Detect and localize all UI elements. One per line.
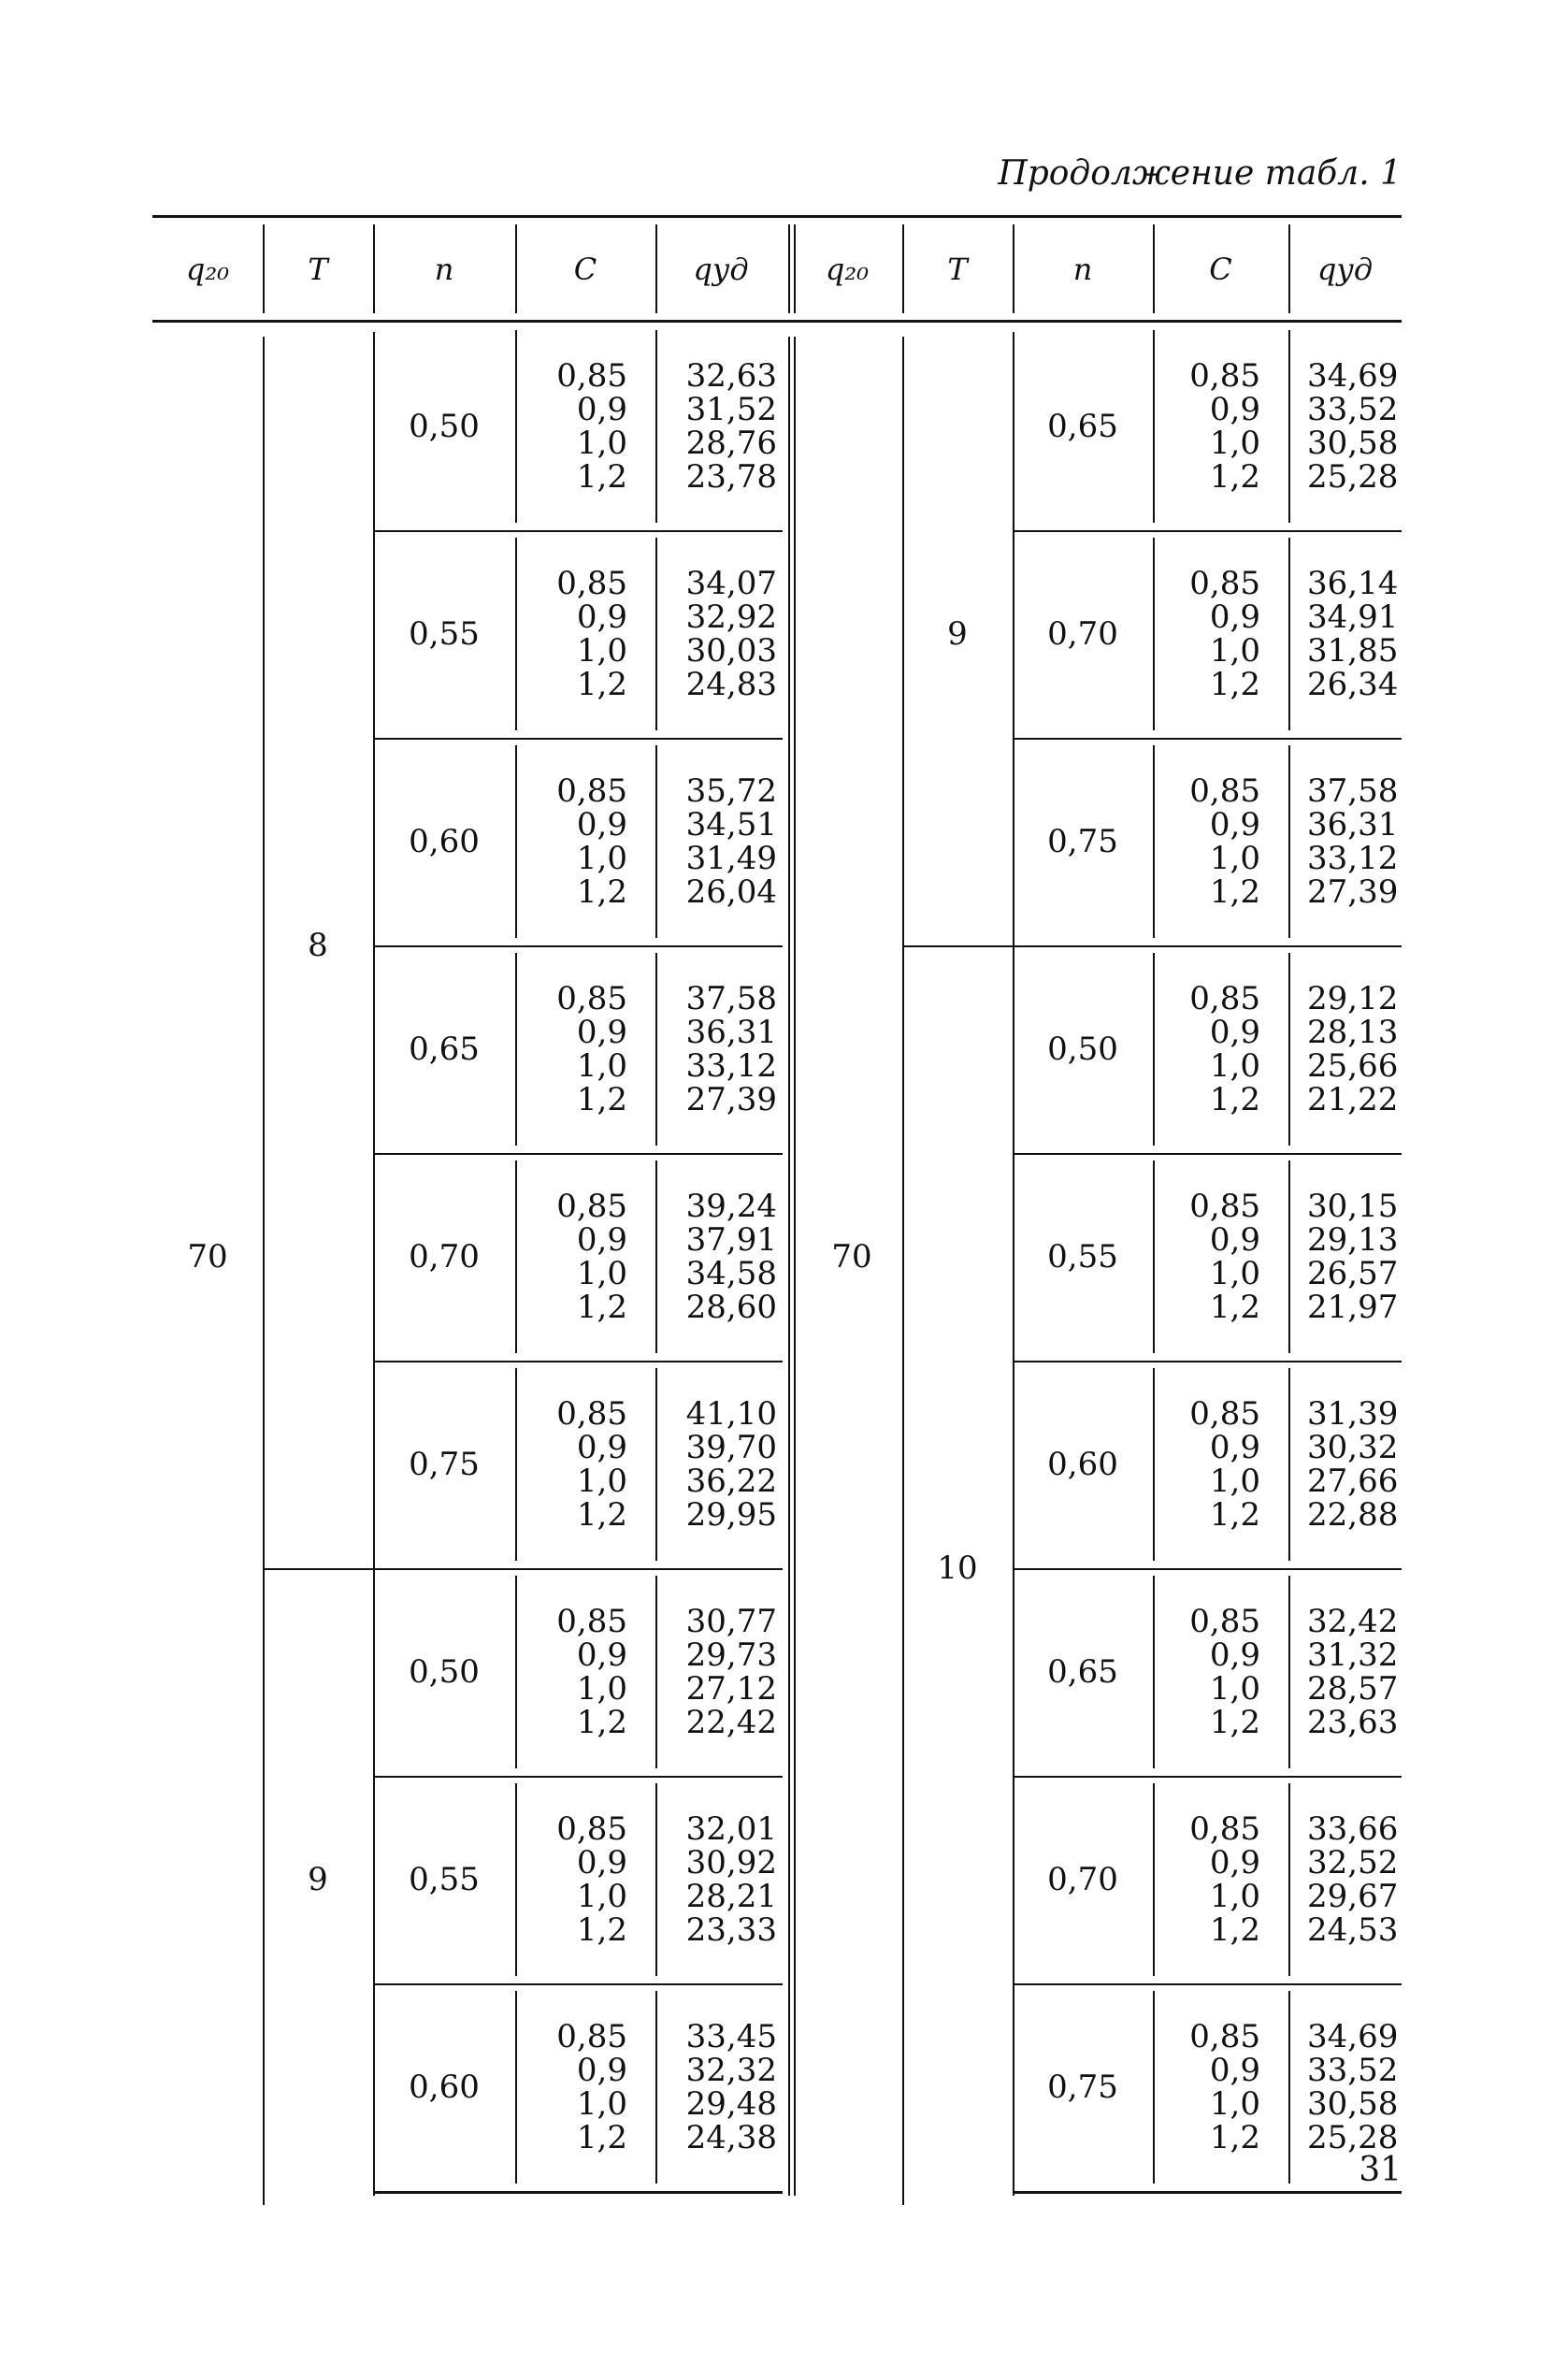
left-n-cell: 0,60 (409, 823, 480, 860)
cell-rule (515, 1160, 517, 1353)
table-caption: Продолжение табл. 1 (998, 154, 1402, 193)
cell-rule (655, 1783, 657, 1976)
right-n-cell: 0,60 (1047, 1446, 1118, 1483)
left-qud-cell (674, 1568, 777, 1776)
right-qud-cell-value: 34,69 (1307, 357, 1399, 395)
right-c-cell-value: 0,85 (1189, 357, 1260, 395)
left-n-cell: 0,55 (409, 1861, 480, 1898)
left-c-cell-value: 1,0 (576, 2085, 627, 2123)
left-qud-cell-value: 39,24 (685, 1188, 777, 1225)
right-qud-cell-value: 25,66 (1307, 1047, 1399, 1085)
right-qud-cell-value: 31,32 (1307, 1636, 1399, 1674)
page-number: 31 (1359, 2151, 1402, 2189)
left-qud-cell (674, 1361, 777, 1568)
left-c-cell-value: 1,2 (576, 1496, 627, 1534)
left-qud-cell (674, 530, 777, 738)
cell-rule (1288, 953, 1290, 1146)
right-qud-cell-value: 26,34 (1307, 666, 1399, 703)
cell-rule (655, 1576, 657, 1768)
right-qud-cell-value: 24,53 (1307, 1911, 1399, 1949)
right-qud-cell-value: 34,91 (1307, 598, 1399, 636)
cell-rule (1288, 1160, 1290, 1353)
left-c-cell-value: 0,85 (556, 1810, 627, 1848)
right-qud-cell (1307, 323, 1399, 530)
header-separator (373, 224, 375, 313)
left-qud-cell (674, 738, 777, 945)
left-c-cell (543, 1983, 627, 2191)
cell-rule (1153, 330, 1155, 523)
left-c-cell (543, 1568, 627, 1776)
left-qud-cell-value: 28,60 (685, 1289, 777, 1326)
right-qud-cell-value: 29,67 (1307, 1878, 1399, 1915)
right-qud-cell-value: 31,39 (1307, 1395, 1399, 1433)
cell-rule (1153, 1576, 1155, 1768)
right-c-cell-value: 1,2 (1209, 2119, 1260, 2156)
left-qud-cell-value: 24,38 (685, 2119, 777, 2156)
right-qud-cell-value: 36,14 (1307, 565, 1399, 602)
right-qud-cell-value: 33,66 (1307, 1810, 1399, 1848)
left-c-cell (543, 323, 627, 530)
left-qud-cell-value: 26,04 (685, 873, 777, 911)
right-c-cell-value: 1,2 (1209, 1911, 1260, 1949)
right-q20-cell: 70 (831, 1238, 872, 1276)
right-qud-cell-value: 28,13 (1307, 1014, 1399, 1051)
header-c-right: C (1209, 251, 1232, 287)
cell-rule (1288, 538, 1290, 730)
right-c-cell (1181, 1776, 1260, 1983)
left-n-cell: 0,65 (409, 1031, 480, 1068)
right-qud-cell-value: 30,58 (1307, 425, 1399, 462)
left-c-cell-value: 0,9 (576, 1221, 627, 1259)
left-c-cell-value: 1,2 (576, 1911, 627, 1949)
cell-rule (1153, 1991, 1155, 2184)
table-header (152, 215, 1402, 323)
left-c-cell-value: 1,2 (576, 873, 627, 911)
left-qud-cell-value: 29,48 (685, 2085, 777, 2123)
right-c-cell (1181, 1153, 1260, 1361)
cell-rule (655, 538, 657, 730)
left-qud-cell-value: 39,70 (685, 1429, 777, 1466)
left-qud-cell-value: 36,31 (685, 1014, 777, 1051)
left-qud-cell-value: 32,92 (685, 598, 777, 636)
right-qud-cell-value: 30,15 (1307, 1188, 1399, 1225)
right-qud-cell-value: 30,58 (1307, 2085, 1399, 2123)
left-n-cell: 0,50 (409, 1653, 480, 1691)
right-c-cell-value: 0,85 (1189, 1395, 1260, 1433)
left-c-cell-value: 0,85 (556, 980, 627, 1017)
right-n-cell: 0,50 (1047, 1031, 1118, 1068)
right-c-cell-value: 0,9 (1209, 598, 1260, 636)
left-c-cell-value: 1,0 (576, 1878, 627, 1915)
right-qud-cell-value: 33,52 (1307, 391, 1399, 428)
left-qud-cell-value: 33,12 (685, 1047, 777, 1085)
left-qud-cell-value: 34,07 (685, 565, 777, 602)
cell-rule (655, 745, 657, 938)
right-c-cell-value: 0,9 (1209, 1221, 1260, 1259)
right-c-cell-value: 1,0 (1209, 2085, 1260, 2123)
left-t-cell: 8 (308, 927, 328, 964)
right-qud-cell-value: 34,69 (1307, 2018, 1399, 2055)
left-c-cell-value: 0,85 (556, 565, 627, 602)
left-c-cell (543, 738, 627, 945)
right-c-cell-value: 0,85 (1189, 1188, 1260, 1225)
left-c-cell-value: 0,85 (556, 1395, 627, 1433)
right-qud-cell-value: 23,63 (1307, 1704, 1399, 1741)
left-n-cell: 0,75 (409, 1446, 480, 1483)
right-c-cell-value: 0,85 (1189, 772, 1260, 810)
right-n-cell: 0,70 (1047, 615, 1118, 653)
left-c-cell-value: 0,85 (556, 357, 627, 395)
left-c-cell-value: 0,85 (556, 2018, 627, 2055)
right-c-cell-value: 1,0 (1209, 1670, 1260, 1708)
left-qud-cell-value: 24,83 (685, 666, 777, 703)
left-c-cell-value: 0,9 (576, 1636, 627, 1674)
right-c-cell (1181, 323, 1260, 530)
cell-rule (1153, 953, 1155, 1146)
left-qud-cell-value: 32,32 (685, 2052, 777, 2089)
left-c-cell (543, 1153, 627, 1361)
left-qud-cell (674, 1983, 777, 2191)
left-c-cell-value: 0,9 (576, 806, 627, 843)
right-c-cell-value: 1,0 (1209, 425, 1260, 462)
left-c-cell (543, 1361, 627, 1568)
left-n-cell: 0,55 (409, 615, 480, 653)
right-c-cell (1181, 738, 1260, 945)
right-qud-cell-value: 22,88 (1307, 1496, 1399, 1534)
header-t-right: T (947, 251, 968, 287)
left-qud-cell-value: 32,63 (685, 357, 777, 395)
left-c-cell-value: 0,85 (556, 1188, 627, 1225)
left-qud-cell (674, 323, 777, 530)
right-c-cell-value: 0,85 (1189, 980, 1260, 1017)
right-qud-cell-value: 29,12 (1307, 980, 1399, 1017)
left-qud-cell-value: 31,52 (685, 391, 777, 428)
right-qud-cell-value: 29,13 (1307, 1221, 1399, 1259)
right-c-cell-value: 1,2 (1209, 1704, 1260, 1741)
right-qud-cell (1307, 1776, 1399, 1983)
left-qud-cell-value: 30,77 (685, 1603, 777, 1640)
header-q20-right: q₂₀ (825, 251, 870, 287)
right-c-cell-value: 1,0 (1209, 1255, 1260, 1292)
right-n-cell: 0,75 (1047, 823, 1118, 860)
left-c-cell-value: 0,9 (576, 598, 627, 636)
left-qud-cell-value: 34,58 (685, 1255, 777, 1292)
cell-rule (655, 953, 657, 1146)
left-c-cell-value: 1,0 (576, 1047, 627, 1085)
right-c-cell-value: 1,2 (1209, 458, 1260, 496)
cell-rule (1153, 1160, 1155, 1353)
header-double-rule (794, 224, 796, 313)
right-c-cell (1181, 530, 1260, 738)
left-q20-cell: 70 (187, 1238, 228, 1276)
right-qud-cell-value: 27,39 (1307, 873, 1399, 911)
left-c-cell-value: 1,2 (576, 1704, 627, 1741)
right-qud-cell-value: 21,97 (1307, 1289, 1399, 1326)
table-bottom-rule (1013, 2191, 1402, 2194)
cell-rule (1153, 538, 1155, 730)
left-c-cell-value: 1,2 (576, 1289, 627, 1326)
right-c-cell-value: 1,2 (1209, 1081, 1260, 1118)
left-qud-cell-value: 32,01 (685, 1810, 777, 1848)
right-qud-cell-value: 27,66 (1307, 1463, 1399, 1500)
left-n-cell: 0,50 (409, 408, 480, 445)
right-t-cell: 10 (937, 1550, 978, 1587)
header-n-left: n (434, 251, 454, 287)
right-c-cell (1181, 945, 1260, 1153)
cell-rule (1153, 745, 1155, 938)
right-c-cell-value: 0,85 (1189, 2018, 1260, 2055)
right-qud-cell (1307, 530, 1399, 738)
right-c-cell-value: 0,9 (1209, 391, 1260, 428)
left-qud-cell-value: 29,95 (685, 1496, 777, 1534)
header-double-rule (788, 224, 790, 313)
left-qud-cell-value: 29,73 (685, 1636, 777, 1674)
table-top-rule (152, 215, 1402, 218)
right-c-cell (1181, 1983, 1260, 2191)
left-qud-cell-value: 23,78 (685, 458, 777, 496)
half-divider-rule (794, 337, 796, 2196)
right-n-cell: 0,65 (1047, 408, 1118, 445)
cell-rule (1288, 1576, 1290, 1768)
right-qud-cell-value: 33,12 (1307, 840, 1399, 877)
left-c-cell-value: 1,2 (576, 666, 627, 703)
header-qud-right: qуд (1316, 251, 1374, 287)
right-n-cell: 0,55 (1047, 1238, 1118, 1276)
header-separator (263, 224, 265, 313)
right-c-cell-value: 1,0 (1209, 632, 1260, 670)
left-qud-cell-value: 36,22 (685, 1463, 777, 1500)
right-c-cell-value: 0,9 (1209, 2052, 1260, 2089)
cell-rule (515, 330, 517, 523)
right-qud-cell (1307, 738, 1399, 945)
right-c-cell-value: 1,2 (1209, 873, 1260, 911)
right-qud-cell (1307, 1153, 1399, 1361)
cell-rule (515, 745, 517, 938)
header-q20-left: q₂₀ (185, 251, 230, 287)
right-c-cell-value: 0,9 (1209, 1636, 1260, 1674)
right-c-cell-value: 1,0 (1209, 1047, 1260, 1085)
right-qud-cell-value: 37,58 (1307, 772, 1399, 810)
right-t-cell: 9 (947, 615, 968, 653)
right-c-cell-value: 1,0 (1209, 1878, 1260, 1915)
right-c-cell-value: 0,9 (1209, 1014, 1260, 1051)
left-c-cell-value: 0,85 (556, 772, 627, 810)
right-c-cell (1181, 1568, 1260, 1776)
left-qud-cell-value: 31,49 (685, 840, 777, 877)
left-c-cell-value: 1,0 (576, 840, 627, 877)
left-c-cell-value: 1,2 (576, 458, 627, 496)
left-c-cell-value: 0,9 (576, 2052, 627, 2089)
right-qud-cell-value: 21,22 (1307, 1081, 1399, 1118)
right-qud-cell-value: 32,52 (1307, 1844, 1399, 1881)
left-qud-cell (674, 1153, 777, 1361)
left-c-cell-value: 1,0 (576, 1670, 627, 1708)
right-n-cell: 0,65 (1047, 1653, 1118, 1691)
cell-rule (515, 538, 517, 730)
header-separator (902, 224, 904, 313)
header-separator (1013, 224, 1014, 313)
left-c-cell-value: 1,2 (576, 1081, 627, 1118)
right-c-cell-value: 1,0 (1209, 1463, 1260, 1500)
right-qud-cell-value: 28,57 (1307, 1670, 1399, 1708)
cell-rule (1153, 1783, 1155, 1976)
right-c-cell-value: 0,9 (1209, 1844, 1260, 1881)
header-t-left: T (308, 251, 328, 287)
header-separator (1153, 224, 1155, 313)
right-c-cell-value: 0,85 (1189, 1810, 1260, 1848)
right-c-cell-value: 0,9 (1209, 806, 1260, 843)
left-qud-cell-value: 35,72 (685, 772, 777, 810)
left-c-cell-value: 0,9 (576, 1844, 627, 1881)
right-qud-cell-value: 32,42 (1307, 1603, 1399, 1640)
left-qud-cell-value: 27,12 (685, 1670, 777, 1708)
header-qud-left: qуд (693, 251, 749, 287)
left-n-cell: 0,70 (409, 1238, 480, 1276)
left-c-cell-value: 1,0 (576, 632, 627, 670)
right-qud-cell-value: 25,28 (1307, 2119, 1399, 2156)
cell-rule (1288, 330, 1290, 523)
left-c-cell-value: 0,9 (576, 1014, 627, 1051)
cell-rule (1288, 745, 1290, 938)
left-qud-cell (674, 945, 777, 1153)
cell-rule (1288, 1991, 1290, 2184)
header-n-right: n (1072, 251, 1093, 287)
left-qud-cell-value: 22,42 (685, 1704, 777, 1741)
right-qud-cell (1307, 1568, 1399, 1776)
right-c-cell-value: 1,2 (1209, 1289, 1260, 1326)
cell-rule (655, 330, 657, 523)
left-c-cell-value: 1,0 (576, 1463, 627, 1500)
left-c-cell (543, 1776, 627, 1983)
right-qud-cell-value: 33,52 (1307, 2052, 1399, 2089)
cell-rule (655, 1160, 657, 1353)
cell-rule (515, 1576, 517, 1768)
half-divider-rule (788, 337, 790, 2196)
left-qud-cell-value: 34,51 (685, 806, 777, 843)
right-qud-cell-value: 36,31 (1307, 806, 1399, 843)
left-c-cell-value: 0,9 (576, 391, 627, 428)
header-separator (1288, 224, 1290, 313)
left-c-cell (543, 530, 627, 738)
table-bottom-rule (373, 2191, 783, 2194)
left-qud-cell-value: 30,03 (685, 632, 777, 670)
left-c-cell-value: 0,85 (556, 1603, 627, 1640)
right-qud-cell-value: 26,57 (1307, 1255, 1399, 1292)
left-c-cell-value: 1,0 (576, 1255, 627, 1292)
left-qud-cell-value: 28,76 (685, 425, 777, 462)
cell-rule (655, 1368, 657, 1561)
left-t-cell: 9 (308, 1861, 328, 1898)
header-separator (515, 224, 517, 313)
cell-rule (515, 1368, 517, 1561)
header-c-left: C (573, 251, 597, 287)
cell-rule (1288, 1368, 1290, 1561)
right-c-cell-value: 1,2 (1209, 1496, 1260, 1534)
left-qud-cell-value: 30,92 (685, 1844, 777, 1881)
cell-rule (515, 953, 517, 1146)
left-qud-cell-value: 28,21 (685, 1878, 777, 1915)
left-n-cell: 0,60 (409, 2068, 480, 2106)
left-qud-cell-value: 37,91 (685, 1221, 777, 1259)
cell-rule (1288, 1783, 1290, 1976)
data-table (152, 215, 1402, 2179)
cell-rule (515, 1991, 517, 2184)
left-c-cell-value: 1,2 (576, 2119, 627, 2156)
right-c-cell-value: 0,85 (1189, 565, 1260, 602)
left-qud-cell-value: 37,58 (685, 980, 777, 1017)
left-c-cell-value: 1,0 (576, 425, 627, 462)
cell-rule (655, 1991, 657, 2184)
right-qud-cell-value: 30,32 (1307, 1429, 1399, 1466)
right-c-cell (1181, 1361, 1260, 1568)
right-c-cell-value: 1,0 (1209, 840, 1260, 877)
cell-rule (515, 1783, 517, 1976)
right-n-cell: 0,70 (1047, 1861, 1118, 1898)
left-qud-cell-value: 33,45 (685, 2018, 777, 2055)
right-n-cell: 0,75 (1047, 2068, 1118, 2106)
right-qud-cell-value: 31,85 (1307, 632, 1399, 670)
right-qud-cell (1307, 1361, 1399, 1568)
right-qud-cell (1307, 945, 1399, 1153)
right-c-cell-value: 1,2 (1209, 666, 1260, 703)
right-c-cell-value: 0,9 (1209, 1429, 1260, 1466)
left-qud-cell-value: 41,10 (685, 1395, 777, 1433)
right-qud-cell-value: 25,28 (1307, 458, 1399, 496)
left-qud-cell-value: 27,39 (685, 1081, 777, 1118)
right-c-cell-value: 0,85 (1189, 1603, 1260, 1640)
left-c-cell (543, 945, 627, 1153)
cell-rule (1153, 1368, 1155, 1561)
left-qud-cell (674, 1776, 777, 1983)
left-qud-cell-value: 23,33 (685, 1911, 777, 1949)
left-c-cell-value: 0,9 (576, 1429, 627, 1466)
header-separator (655, 224, 657, 313)
